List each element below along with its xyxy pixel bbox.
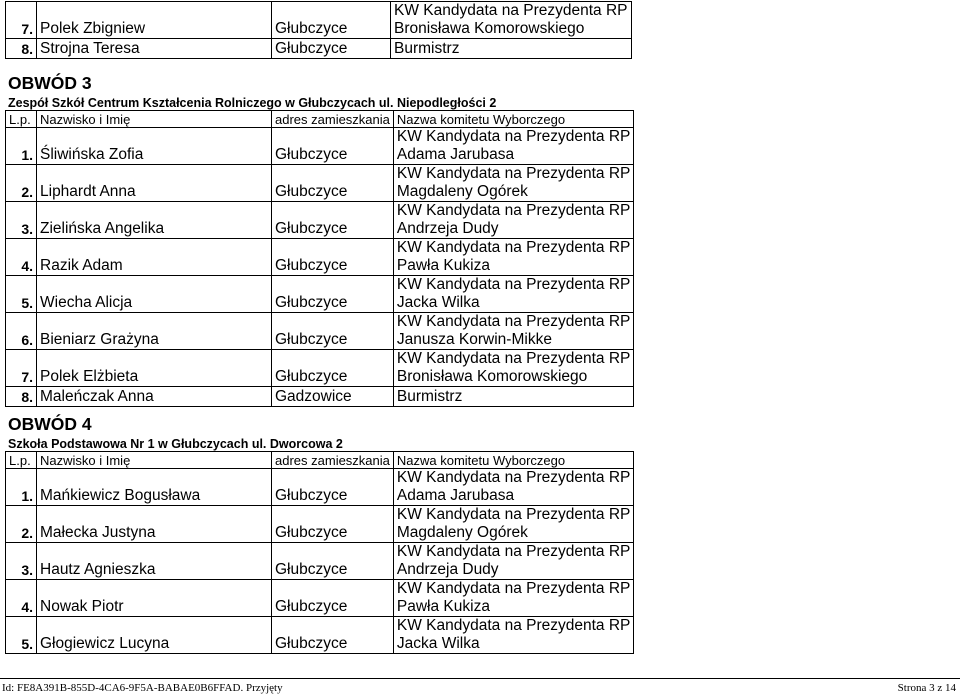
committee-line: Andrzeja Dudy [396,561,499,578]
row-number: 2. [6,165,37,202]
header-lp: L.p. [6,452,37,469]
residence-address: Głubczyce [272,350,394,387]
header-committee: Nazwa komitetu Wyborczego [393,452,634,469]
document-id: Id: FE8A391B-855D-4CA6-9F5A-BABAE0B6FFAD. Przyjęty [2,682,283,694]
row-number: 3. [6,543,37,580]
table-row [6,506,634,543]
residence-address: Głubczyce [272,617,394,654]
table-row [6,202,634,239]
row-number: 2. [6,506,37,543]
row-number: 3. [6,202,37,239]
table-row [6,39,632,59]
person-name: Strojna Teresa [37,39,272,59]
table-header-row [6,452,634,469]
residence-address: Głubczyce [272,543,394,580]
committee-line: Pawła Kukiza [396,257,490,274]
table-header-row [6,111,634,128]
person-name: Bieniarz Grażyna [37,313,272,350]
person-name: Razik Adam [37,239,272,276]
committee-name [391,39,632,59]
committee-line: Bronisława Komorowskiego [396,368,588,385]
committee-line: Jacka Wilka [396,635,480,652]
residence-address: Głubczyce [272,2,391,39]
committee-line: KW Kandydata na Prezydenta RP [396,202,631,219]
header-address: adres zamieszkania [272,111,394,128]
row-number: 5. [6,617,37,654]
committee-name [393,239,634,276]
table-row [6,313,634,350]
committee-name [393,580,634,617]
committee-line: Adama Jarubasa [396,146,515,163]
committee-name [393,469,634,506]
table-row [6,165,634,202]
committee-name [393,387,634,407]
person-name: Liphardt Anna [37,165,272,202]
residence-address: Głubczyce [272,580,394,617]
row-number: 1. [6,469,37,506]
committee-name [393,617,634,654]
district-4-address: Szkoła Podstawowa Nr 1 w Głubczycach ul. Dworcowa 2 [8,437,343,451]
committee-name [393,506,634,543]
table-row [6,128,634,165]
committee-line: KW Kandydata na Prezydenta RP [396,165,631,182]
table-row [6,239,634,276]
committee-name [393,313,634,350]
row-number: 7. [6,350,37,387]
committee-line: Burmistrz [394,40,460,57]
row-number: 8. [6,387,37,407]
person-name: Głogiewicz Lucyna [37,617,272,654]
row-number: 7. [6,2,37,39]
residence-address: Głubczyce [272,39,391,59]
committee-line: KW Kandydata na Prezydenta RP [396,239,631,256]
person-name: Hautz Agnieszka [37,543,272,580]
committee-line: Janusza Korwin-Mikke [396,331,552,348]
top-table [5,1,632,59]
district-4-title: OBWÓD 4 [8,414,92,434]
committee-line: KW Kandydata na Prezydenta RP [396,543,631,560]
page-number: Strona 3 z 14 [897,682,956,694]
committee-line: KW Kandydata na Prezydenta RP [396,128,631,145]
row-number: 8. [6,39,37,59]
committee-line: KW Kandydata na Prezydenta RP [396,617,631,634]
residence-address: Głubczyce [272,202,394,239]
residence-address: Głubczyce [272,313,394,350]
person-name: Maleńczak Anna [37,387,272,407]
committee-line: KW Kandydata na Prezydenta RP [396,350,631,367]
committee-line: KW Kandydata na Prezydenta RP [396,276,631,293]
committee-name [391,2,632,39]
district-4-table-body [6,452,634,654]
committee-name [393,202,634,239]
table-row [6,543,634,580]
district-3-address: Zespół Szkół Centrum Kształcenia Rolniczego w Głubczycach ul. Niepodległości 2 [8,96,497,110]
committee-name [393,165,634,202]
top-table-body [6,2,632,59]
residence-address: Gadzowice [272,387,394,407]
person-name: Śliwińska Zofia [37,128,272,165]
committee-line: Adama Jarubasa [396,487,515,504]
committee-line: Magdaleny Ogórek [396,183,528,200]
header-committee: Nazwa komitetu Wyborczego [393,111,634,128]
person-name: Polek Elżbieta [37,350,272,387]
residence-address: Głubczyce [272,506,394,543]
person-name: Nowak Piotr [37,580,272,617]
committee-line: Pawła Kukiza [396,598,490,615]
person-name: Wiecha Alicja [37,276,272,313]
committee-line: Andrzeja Dudy [396,220,499,237]
row-number: 4. [6,580,37,617]
committee-name [393,543,634,580]
header-lp: L.p. [6,111,37,128]
committee-line: KW Kandydata na Prezydenta RP [396,580,631,597]
table-row [6,387,634,407]
row-number: 1. [6,128,37,165]
district-3-table-body [6,111,634,407]
residence-address: Głubczyce [272,165,394,202]
page-footer [0,678,960,697]
residence-address: Głubczyce [272,276,394,313]
person-name: Małecka Justyna [37,506,272,543]
committee-line: KW Kandydata na Prezydenta RP [396,469,631,486]
district-3-title: OBWÓD 3 [8,73,92,93]
table-row [6,469,634,506]
table-row [6,2,632,39]
person-name: Mańkiewicz Bogusława [37,469,272,506]
committee-line: KW Kandydata na Prezydenta RP [396,506,631,523]
header-name: Nazwisko i Imię [37,452,272,469]
header-address: adres zamieszkania [272,452,394,469]
row-number: 6. [6,313,37,350]
table-row [6,350,634,387]
table-row [6,276,634,313]
district-4-table [5,451,634,654]
residence-address: Głubczyce [272,239,394,276]
row-number: 5. [6,276,37,313]
committee-line: Magdaleny Ogórek [396,524,528,541]
row-number: 4. [6,239,37,276]
committee-name [393,276,634,313]
table-row [6,580,634,617]
residence-address: Głubczyce [272,469,394,506]
header-name: Nazwisko i Imię [37,111,272,128]
table-row [6,617,634,654]
residence-address: Głubczyce [272,128,394,165]
committee-name [393,128,634,165]
committee-line: Jacka Wilka [396,294,480,311]
committee-line: KW Kandydata na Prezydenta RP [394,2,628,19]
person-name: Polek Zbigniew [37,2,272,39]
committee-line: KW Kandydata na Prezydenta RP [396,313,631,330]
person-name: Zielińska Angelika [37,202,272,239]
committee-line: Burmistrz [396,388,463,405]
committee-line: Bronisława Komorowskiego [394,20,585,37]
committee-name [393,350,634,387]
district-3-table [5,110,634,407]
